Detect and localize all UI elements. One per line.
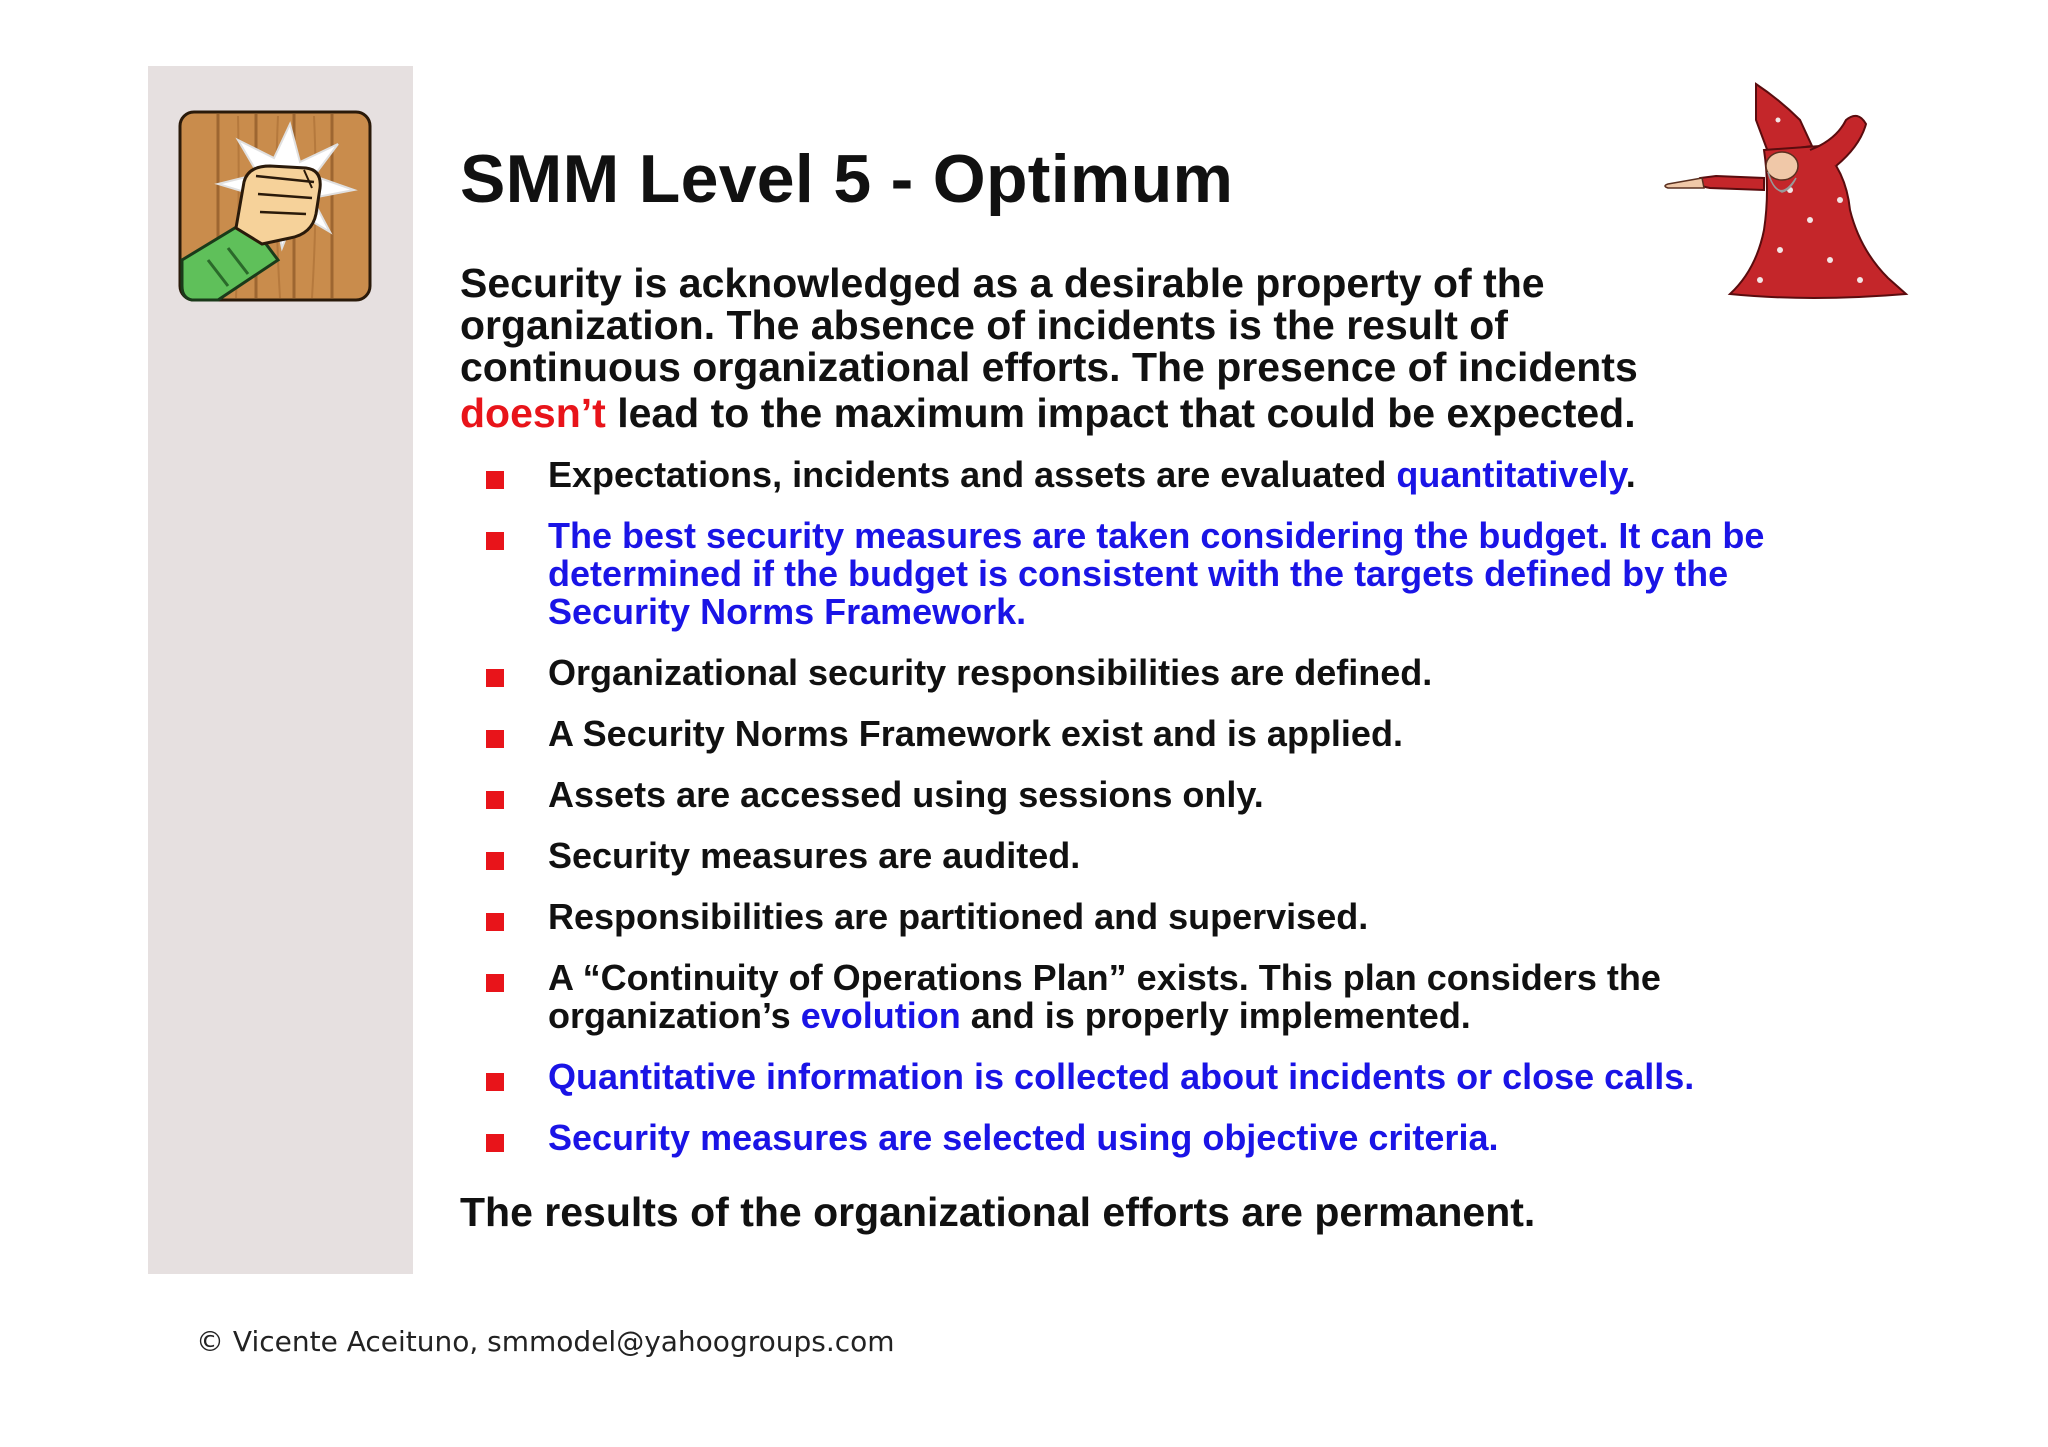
bullet-item: [460, 776, 1880, 814]
fist-knocking-door-icon: [178, 110, 372, 302]
bullet-highlight: evolution: [800, 995, 961, 1036]
slide-title: SMM Level 5 - Optimum: [460, 141, 1234, 217]
bullet-item: [460, 898, 1880, 936]
red-square-bullet-icon: [486, 974, 504, 992]
intro-line: continuous organizational efforts. The presence of incidents: [460, 344, 1638, 390]
bullet-text-end: .: [1625, 454, 1636, 495]
red-square-bullet-icon: [486, 1073, 504, 1091]
intro-last-line: [460, 392, 1636, 434]
bullet-item: [460, 1119, 1880, 1157]
footer-copyright: © Vicente Aceituno, smmodel@yahoogroups.com: [196, 1325, 895, 1358]
intro-paragraph: [460, 262, 1840, 434]
bullet-item: [460, 837, 1880, 875]
bullet-text: Security measures are selected using objective criteria.: [548, 1117, 1499, 1158]
bullet-item: [460, 517, 1880, 631]
bullet-text: Quantitative information is collected about incidents or close calls.: [548, 1056, 1695, 1097]
bullet-highlight: quantitatively: [1396, 454, 1626, 495]
intro-line: Security is acknowledged as a desirable property of the: [460, 260, 1545, 306]
intro-highlight-word: doesn’t: [460, 390, 606, 436]
bullet-text: The best security measures are taken considering the budget. It can be determined if the budget is consistent with the targets defined by the Security Norms Framework.: [548, 515, 1765, 632]
bullet-item: [460, 654, 1880, 692]
red-square-bullet-icon: [486, 471, 504, 489]
red-square-bullet-icon: [486, 730, 504, 748]
red-square-bullet-icon: [486, 532, 504, 550]
intro-line: organization. The absence of incidents is the result of: [460, 302, 1508, 348]
bullet-item: [460, 715, 1880, 753]
bullet-text: A Security Norms Framework exist and is applied.: [548, 713, 1403, 754]
bullet-text-end: and is properly implemented.: [960, 995, 1471, 1036]
bullet-text: Responsibilities are partitioned and supervised.: [548, 896, 1369, 937]
red-square-bullet-icon: [486, 1134, 504, 1152]
red-square-bullet-icon: [486, 913, 504, 931]
bullet-item: [460, 456, 1880, 494]
bullet-text: A “Continuity of Operations Plan” exists. This plan considers the organization’s: [548, 957, 1661, 1036]
bullet-item: [460, 1058, 1880, 1096]
bullet-text: Assets are accessed using sessions only.: [548, 774, 1264, 815]
bullet-item: [460, 959, 1880, 1035]
red-square-bullet-icon: [486, 852, 504, 870]
bullet-list: [460, 456, 1880, 1180]
red-square-bullet-icon: [486, 669, 504, 687]
conclusion-text: The results of the organizational efforts are permanent.: [460, 1189, 1536, 1235]
bullet-text: Organizational security responsibilities are defined.: [548, 652, 1433, 693]
red-square-bullet-icon: [486, 791, 504, 809]
bullet-text: Expectations, incidents and assets are evaluated: [548, 454, 1397, 495]
intro-line-rest: lead to the maximum impact that could be expected.: [605, 390, 1636, 436]
bullet-text: Security measures are audited.: [548, 835, 1081, 876]
